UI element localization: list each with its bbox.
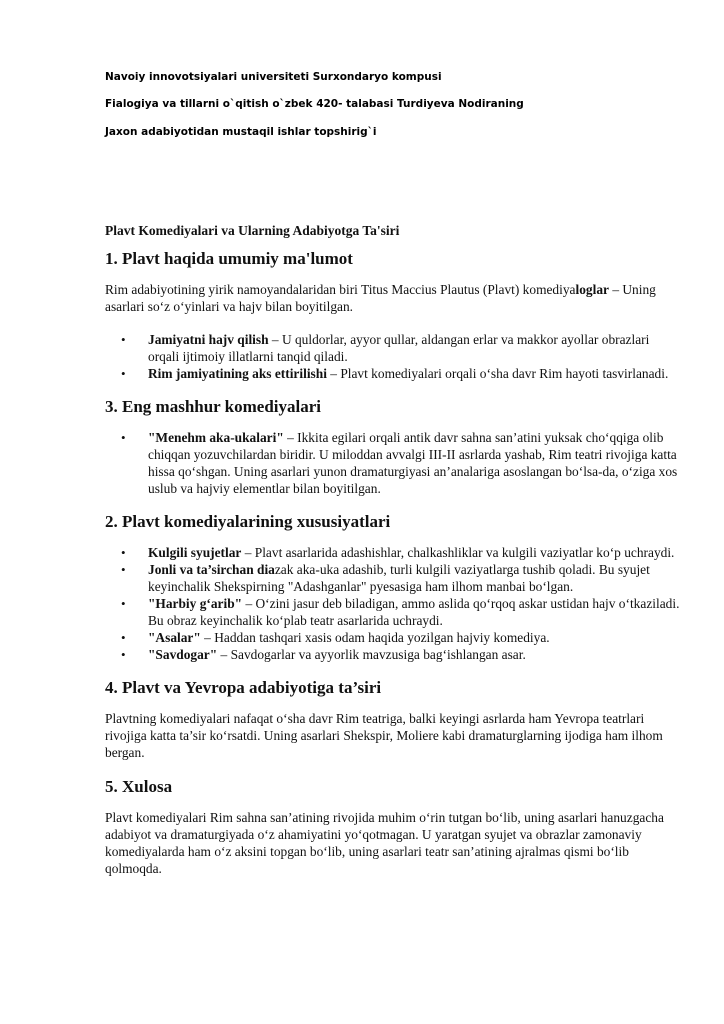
list-item — [148, 365, 680, 382]
section-1-list — [105, 331, 680, 382]
document-body — [105, 223, 680, 893]
list-item-text: zak aka-uka adashib, turli kulgili vaziyatlarga tushib qoladi. Bu syujet keyinchalik Shekspirning "Adashganlar" pyesasiga ham ilhom manbai bo‘lgan. — [148, 562, 650, 594]
list-item — [148, 544, 680, 561]
header-university: Navoiy innovotsiyalari universiteti Surxondaryo kompusi — [105, 71, 442, 83]
section-5-paragraph: Plavt komediyalari Rim sahna san’atining rivojida muhim o‘rin tutgan bo‘lib, uning asarlari hanuzgacha adabiyot va dramaturgiyada o‘z ahamiyatini yo‘qotmagan. U yaratgan syujet va obrazlar zamonaviy komediyalarda ham o‘z aksini topgan bo‘lib, uning asarlari teatr san’atining ajralmas qismi bo‘lib qolmoqda. — [105, 810, 664, 876]
list-item — [148, 331, 680, 365]
section-4-heading: 4. Plavt va Yevropa adabiyotiga ta’siri — [105, 678, 382, 697]
list-item — [148, 561, 680, 595]
section-1-heading: 1. Plavt haqida umumiy ma'lumot — [105, 249, 353, 268]
section-2-list — [105, 544, 680, 663]
list-item-bold: Kulgili syujetlar — [148, 545, 242, 560]
list-item-bold: Jonli va ta’sirchan dia — [148, 562, 275, 577]
list-item — [148, 595, 680, 629]
list-item-text: – U quldorlar, ayyor qullar, aldangan erlar va makkor ayollar obrazlari orqali ijtimoiy illatlarni tanqid qiladi. — [148, 332, 650, 364]
list-item-bold: "Menehm aka-ukalari" — [148, 430, 284, 445]
section-4-paragraph: Plavtning komediyalari nafaqat o‘sha davr Rim teatriga, balki keyingi asrlarda ham Yevropa teatrlari rivojiga katta ta’sir ko‘rsatdi. Uning asarlari Shekspir, Moliere kabi dramaturglarning ijodiga ham ilhom bergan. — [105, 711, 663, 760]
list-item-text: – Plavt komediyalari orqali o‘sha davr Rim hayoti tasvirlanadi. — [326, 366, 669, 381]
list-item-bold: Jamiyatni hajv qilish — [148, 332, 269, 347]
list-item-text: – Plavt asarlarida adashishlar, chalkashliklar va kulgili vaziyatlar ko‘p uchraydi. — [241, 545, 675, 560]
list-item-text: – Ikkita egilari orqali antik davr sahna san’atini yuksak cho‘qqiga olib chiqqan yozuvchilardan biridir. U miloddan avvalgi III-II asrlarda yashab, Rim teatri rivojiga katta hissa qo‘shgan. Uning asarlari yunon dramaturgiyasi an’analariga asoslangan bo‘lsa-da, o‘ziga xos uslub va hajviy elementlar bilan boyitilgan. — [148, 430, 678, 496]
section-2-heading: 2. Plavt komediyalarining xususiyatlari — [105, 512, 391, 531]
document-title: Plavt Komediyalari va Ularning Adabiyotga Ta'siri — [105, 223, 400, 238]
section-5-heading: 5. Xulosa — [105, 777, 173, 796]
header-assignment: Jaxon adabiyotidan mustaqil ishlar topshirig`i — [105, 126, 377, 138]
list-item — [148, 629, 680, 646]
list-item-text: – Haddan tashqari xasis odam haqida yozilgan hajviy komediya. — [200, 630, 550, 645]
list-item-bold: "Asalar" — [148, 630, 201, 645]
list-item-bold: "Harbiy g‘arib" — [148, 596, 243, 611]
para-text: Rim adabiyotining yirik namoyandalaridan biri Titus Maccius Plautus (Plavt) komediya — [105, 282, 576, 297]
list-item — [148, 429, 680, 497]
list-item-text: – Savdogarlar va ayyorlik mavzusiga bag‘ishlangan asar. — [217, 647, 526, 662]
section-3-heading: 3. Eng mashhur komediyalari — [105, 397, 322, 416]
list-item — [148, 646, 680, 663]
list-item-text: – O‘zini jasur deb biladigan, ammo aslida qo‘rqoq askar ustidan hajv o‘tkaziladi. Bu obraz keyinchalik ko‘plab teatr asarlarida uchraydi. — [148, 596, 680, 628]
para-text: – Uning asarlari so‘z o‘yinlari va hajv bilan boyitilgan. — [105, 282, 656, 314]
section-1-paragraph — [105, 281, 680, 315]
list-item-bold: "Savdogar" — [148, 647, 218, 662]
header-student: Fialogiya va tillarni o`qitish o`zbek 420- talabasi Turdiyeva Nodiraning — [105, 98, 524, 110]
section-3-list — [105, 429, 680, 497]
para-bold: loglar — [575, 282, 609, 297]
list-item-bold: Rim jamiyatining aks ettirilishi — [148, 366, 327, 381]
